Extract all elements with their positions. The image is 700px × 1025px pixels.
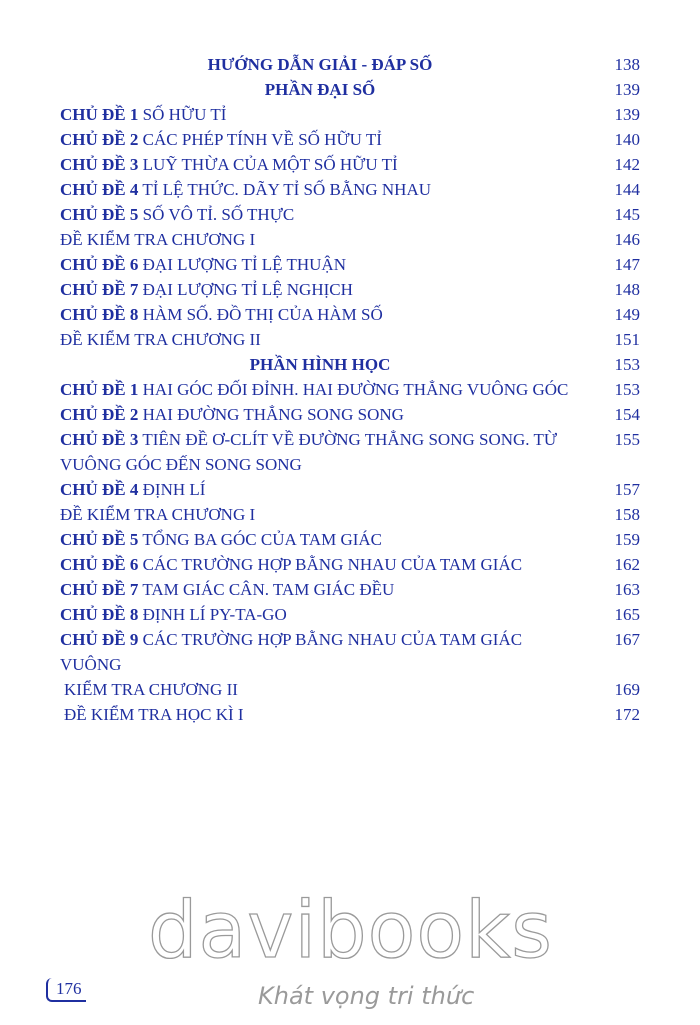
toc-entry-label: CHỦ ĐỀ 7 — [60, 280, 139, 299]
toc-entry-label: CHỦ ĐỀ 2 — [60, 130, 139, 149]
toc-entry-label: CHỦ ĐỀ 4 — [60, 180, 139, 199]
toc-entry-text — [60, 155, 398, 174]
table-of-contents — [60, 52, 640, 727]
toc-entry-page: 169 — [614, 680, 640, 699]
toc-entry — [60, 702, 640, 727]
toc-entry-title: ĐỀ KIỂM TRA HỌC KÌ I — [64, 705, 244, 724]
toc-entry — [60, 577, 640, 602]
toc-entry-text — [60, 380, 568, 399]
toc-entry-title: ĐỊNH LÍ PY-TA-GO — [142, 605, 287, 624]
toc-entry-text — [60, 580, 394, 599]
toc-entry — [60, 427, 640, 477]
toc-entry — [60, 477, 640, 502]
toc-entry-title: SỐ HỮU TỈ — [142, 105, 227, 124]
toc-entry-title: ĐỀ KIỂM TRA CHƯƠNG I — [60, 505, 256, 524]
toc-entry-page: 172 — [614, 705, 640, 724]
toc-entry-label: CHỦ ĐỀ 7 — [60, 580, 139, 599]
toc-entry — [60, 327, 640, 352]
toc-entry — [60, 302, 640, 327]
toc-entry-page: 145 — [614, 205, 640, 224]
toc-entry-title: ĐẠI LƯỢNG TỈ LỆ NGHỊCH — [142, 280, 353, 299]
toc-entry-title: ĐỀ KIỂM TRA CHƯƠNG I — [60, 230, 256, 249]
toc-entry-title: KIỂM TRA CHƯƠNG II — [64, 680, 238, 699]
toc-entry-text — [64, 705, 244, 724]
toc-entry-page: 159 — [614, 530, 640, 549]
toc-entry — [60, 502, 640, 527]
toc-entry — [60, 102, 640, 127]
toc-entry-title: CÁC PHÉP TÍNH VỀ SỐ HỮU TỈ — [142, 130, 382, 149]
toc-entry-title: PHẦN ĐẠI SỐ — [264, 80, 376, 99]
toc-entry-label: CHỦ ĐỀ 3 — [60, 430, 139, 449]
toc-entry-page: 144 — [614, 180, 640, 199]
toc-entry-label: CHỦ ĐỀ 5 — [60, 530, 139, 549]
toc-entry-text — [60, 105, 226, 124]
toc-entry-page: 147 — [614, 255, 640, 274]
toc-entry-text — [60, 330, 261, 349]
toc-entry-label: CHỦ ĐỀ 1 — [60, 105, 139, 124]
toc-entry — [60, 177, 640, 202]
toc-entry — [60, 127, 640, 152]
toc-entry-title: ĐỊNH LÍ — [142, 480, 206, 499]
toc-entry-title: LUỸ THỪA CỦA MỘT SỐ HỮU TỈ — [142, 155, 398, 174]
toc-entry-label: CHỦ ĐỀ 6 — [60, 555, 139, 574]
toc-entry-page: 153 — [614, 380, 640, 399]
toc-entry — [60, 152, 640, 177]
toc-entry-title: TỔNG BA GÓC CỦA TAM GIÁC — [142, 530, 383, 549]
toc-entry-page: 151 — [614, 330, 640, 349]
toc-entry-page: 146 — [614, 230, 640, 249]
toc-entry — [60, 377, 640, 402]
toc-entry-text — [60, 130, 382, 149]
toc-entry-title: TAM GIÁC CÂN. TAM GIÁC ĐỀU — [142, 580, 395, 599]
toc-entry-label: CHỦ ĐỀ 6 — [60, 255, 139, 274]
toc-entry-text — [60, 630, 522, 674]
toc-entry-title: HÀM SỐ. ĐỒ THỊ CỦA HÀM SỐ — [142, 305, 383, 324]
toc-entry-page: 158 — [614, 505, 640, 524]
toc-entry — [60, 227, 640, 252]
toc-entry-page: 148 — [614, 280, 640, 299]
toc-entry — [60, 527, 640, 552]
toc-entry-page: 140 — [614, 130, 640, 149]
toc-entry-text — [60, 52, 580, 77]
toc-entry-page: 138 — [614, 55, 640, 74]
toc-entry-text — [60, 555, 522, 574]
toc-entry-page: 165 — [614, 605, 640, 624]
toc-section-heading — [60, 352, 640, 377]
toc-entry-page: 149 — [614, 305, 640, 324]
toc-entry-text — [60, 530, 382, 549]
toc-entry-text — [64, 680, 238, 699]
toc-entry-text — [60, 280, 353, 299]
toc-entry — [60, 402, 640, 427]
toc-entry-text — [60, 180, 431, 199]
toc-entry — [60, 202, 640, 227]
toc-entry-page: 155 — [614, 430, 640, 449]
toc-entry-title: HAI ĐƯỜNG THẲNG SONG SONG — [142, 405, 404, 424]
toc-entry-text — [60, 605, 287, 624]
toc-entry-text — [60, 77, 580, 102]
toc-entry — [60, 552, 640, 577]
toc-entry-text — [60, 305, 383, 324]
toc-entry-page: 153 — [614, 355, 640, 374]
toc-entry-title: SỐ VÔ TỈ. SỐ THỰC — [142, 205, 295, 224]
toc-entry-text — [60, 255, 346, 274]
toc-entry-text — [60, 230, 255, 249]
toc-entry-label: CHỦ ĐỀ 2 — [60, 405, 139, 424]
toc-entry-title: HƯỚNG DẪN GIẢI - ĐÁP SỐ — [207, 55, 433, 74]
toc-entry-page: 167 — [614, 630, 640, 649]
toc-entry-label: CHỦ ĐỀ 8 — [60, 305, 139, 324]
toc-entry-page: 139 — [614, 105, 640, 124]
page-number: 176 — [46, 978, 86, 1002]
toc-section-heading — [60, 52, 640, 77]
publisher-watermark: davibooks — [148, 886, 553, 976]
toc-entry-title: ĐỀ KIỂM TRA CHƯƠNG II — [60, 330, 261, 349]
toc-entry-label: CHỦ ĐỀ 9 — [60, 630, 139, 649]
toc-entry-label: CHỦ ĐỀ 1 — [60, 380, 139, 399]
toc-entry — [60, 627, 640, 677]
toc-entry-title: CÁC TRƯỜNG HỢP BẰNG NHAU CỦA TAM GIÁC VUÔNG — [60, 630, 523, 674]
toc-entry — [60, 602, 640, 627]
toc-entry — [60, 277, 640, 302]
toc-entry-label: CHỦ ĐỀ 4 — [60, 480, 139, 499]
toc-entry-text — [60, 505, 255, 524]
toc-entry-text — [60, 480, 205, 499]
toc-entry — [60, 677, 640, 702]
toc-entry-title: CÁC TRƯỜNG HỢP BẰNG NHAU CỦA TAM GIÁC — [142, 555, 523, 574]
toc-entry-title: ĐẠI LƯỢNG TỈ LỆ THUẬN — [142, 255, 346, 274]
toc-entry — [60, 252, 640, 277]
toc-entry-page: 162 — [614, 555, 640, 574]
toc-entry-text — [60, 405, 404, 424]
toc-entry-page: 163 — [614, 580, 640, 599]
toc-entry-text — [60, 430, 557, 474]
toc-entry-label: CHỦ ĐỀ 8 — [60, 605, 139, 624]
toc-entry-text — [60, 205, 294, 224]
toc-entry-page: 157 — [614, 480, 640, 499]
toc-entry-title: TIÊN ĐỀ Ơ-CLÍT VỀ ĐƯỜNG THẲNG SONG SONG. TỪ VUÔNG GÓC ĐẾN SONG SONG — [60, 430, 558, 474]
toc-entry-title: HAI GÓC ĐỐI ĐỈNH. HAI ĐƯỜNG THẲNG VUÔNG GÓC — [142, 380, 569, 399]
toc-entry-title: TỈ LỆ THỨC. DÃY TỈ SỐ BẰNG NHAU — [142, 180, 432, 199]
toc-entry-page: 139 — [614, 80, 640, 99]
publisher-tagline: Khát vọng tri thức — [258, 982, 475, 1010]
toc-entry-text — [60, 352, 580, 377]
toc-entry-page: 142 — [614, 155, 640, 174]
toc-section-heading — [60, 77, 640, 102]
toc-entry-title: PHẦN HÌNH HỌC — [249, 355, 391, 374]
toc-entry-page: 154 — [614, 405, 640, 424]
toc-entry-label: CHỦ ĐỀ 5 — [60, 205, 139, 224]
toc-entry-label: CHỦ ĐỀ 3 — [60, 155, 139, 174]
